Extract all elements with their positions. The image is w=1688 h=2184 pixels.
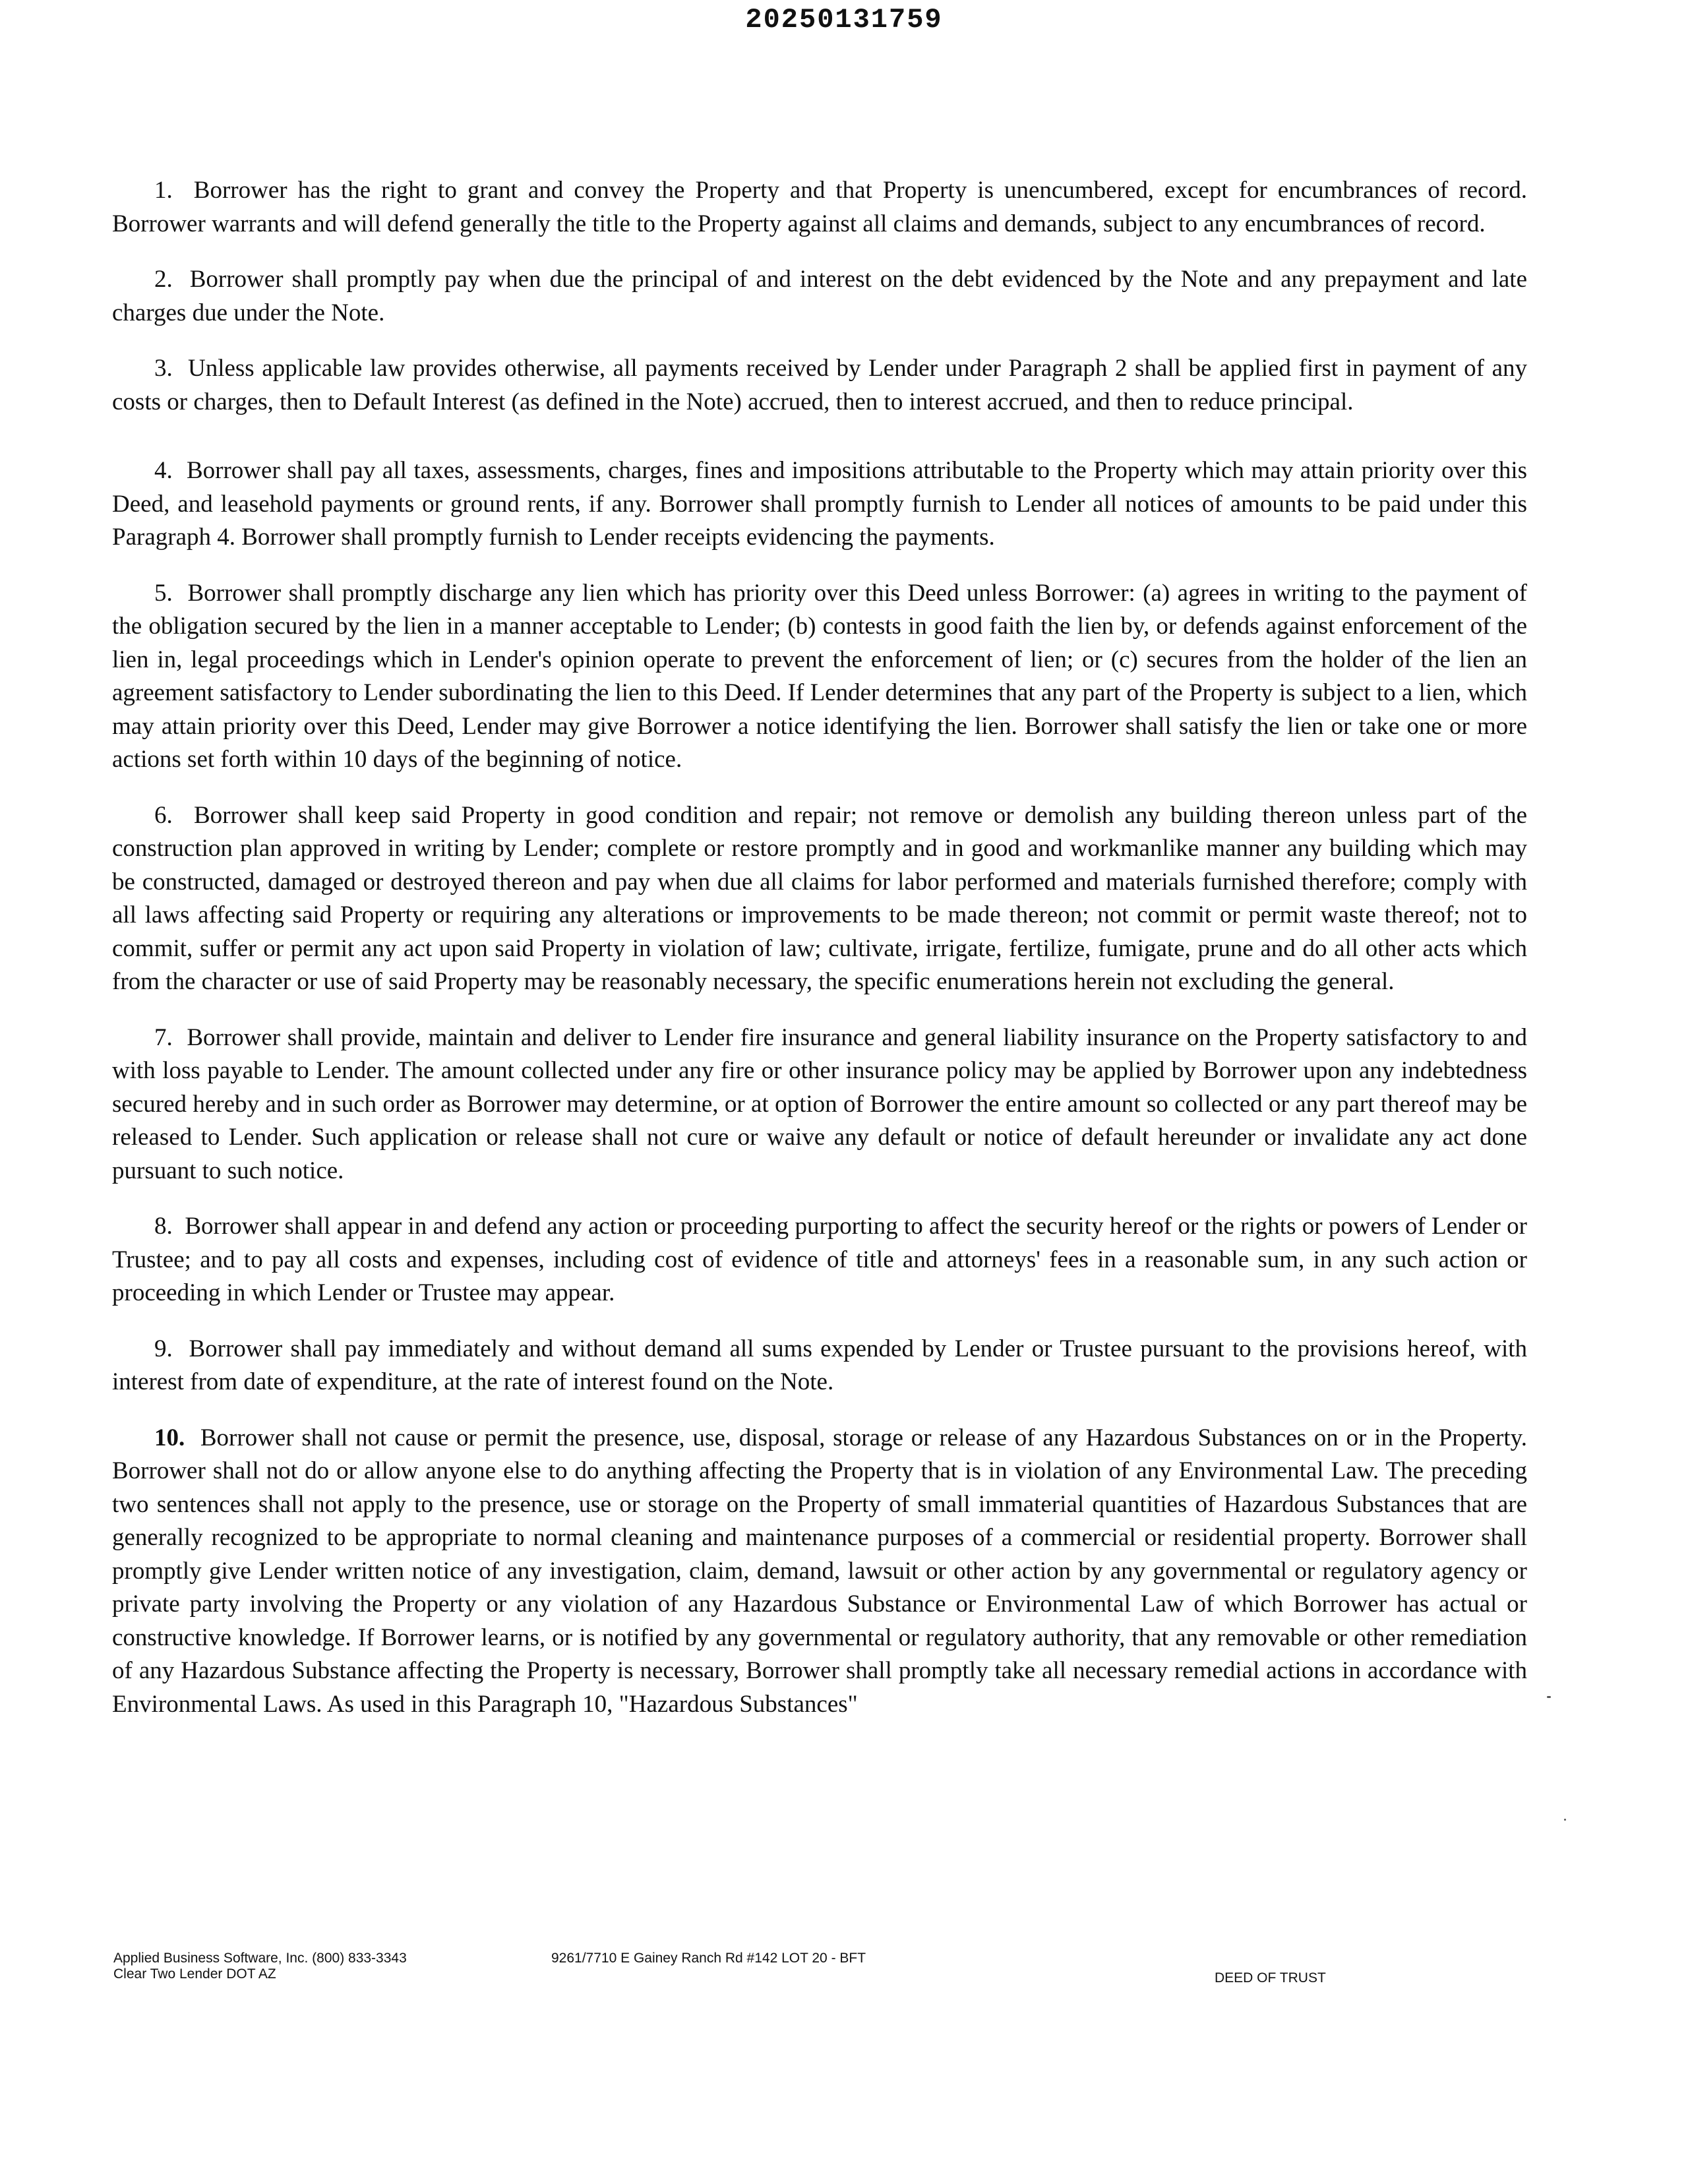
paragraph-number: 7. — [154, 1023, 173, 1051]
document-number: 20250131759 — [745, 4, 943, 36]
paragraph-9 — [112, 1333, 1527, 1399]
paragraph-number: 6. — [154, 801, 173, 829]
paragraph-text: Borrower shall promptly discharge any lien which has priority over this Deed unless Borrower: (a) agrees in writing to the payment of the obligation secured by the lien in a manner acceptable to Lender; (b) contests in good faith the lien by, or defends against enforcement of the lien in, legal proceedings which in Lender's opinion operate to prevent the enforcement of lien; or (c) secures from the holder of the lien an agreement satisfactory to Lender subordinating the lien to this Deed. If Lender determines that any part of the Property is subject to a lien, which may attain priority over this Deed, Lender may give Borrower a notice identifying the lien. Borrower shall satisfy the lien or take one or more actions set forth within 10 days of the beginning of notice. — [112, 579, 1528, 773]
paragraph-8 — [112, 1210, 1527, 1310]
paragraph-text: Unless applicable law provides otherwise, all payments received by Lender under Paragraph 2 shall be applied first in payment of any costs or charges, then to Default Interest (as defined in the Note) accrued, then to interest accrued, and then to reduce principal. — [112, 355, 1528, 415]
footer-property-line: 9261/7710 E Gainey Ranch Rd #142 LOT 20 - BFT — [551, 1951, 866, 1966]
paragraph-text: Borrower shall promptly pay when due the principal of and interest on the debt evidenced by the Note and any prepayment and late charges due under the Note. — [112, 266, 1527, 326]
paragraph-number: 10. — [154, 1424, 185, 1451]
paragraph-3 — [112, 352, 1527, 419]
scan-speck — [1547, 1696, 1551, 1698]
paragraph-6 — [112, 799, 1527, 999]
paragraph-number: 3. — [154, 355, 173, 382]
paragraph-10 — [112, 1422, 1527, 1722]
paragraph-text: Borrower has the right to grant and convey the Property and that Property is unencumbered, except for encumbrances of record. Borrower warrants and will defend generally the title to the Property against all claims and demands, subject to any encumbrances of record. — [112, 177, 1527, 237]
paragraph-text: Borrower shall provide, maintain and deliver to Lender fire insurance and general liability insurance on the Property satisfactory to and with loss payable to Lender. The amount collected under any fire or other insurance policy may be applied by Borrower upon any indebtedness secured hereby and in such order as Borrower may determine, or at option of Borrower the entire amount so collected or any part thereof may be released to Lender. Such application or release shall not cure or waive any default or notice of default hereunder or invalidate any act done pursuant to such notice. — [112, 1023, 1527, 1184]
paragraph-4 — [112, 454, 1527, 555]
paragraph-number: 8. — [154, 1213, 173, 1240]
footer-doc-type: DEED OF TRUST — [1215, 1970, 1326, 1986]
footer-form-line: Clear Two Lender DOT AZ — [113, 1966, 276, 1982]
scan-speck — [1564, 1819, 1566, 1821]
paragraph-text: Borrower shall not cause or permit the presence, use, disposal, storage or release of any Hazardous Substances on or in the Property. Borrower shall not do or allow anyone else to do anything affecting the Property that is in violation of any Environmental Law. The preceding two sentences shall not apply to the presence, use or storage on the Property of small immaterial quantities of Hazardous Substances that are generally recognized to be appropriate to normal cleaning and maintenance purposes of a commercial or residential property. Borrower shall promptly give Lender written notice of any investigation, claim, demand, lawsuit or other action by any governmental or regulatory agency or private party involving the Property or any violation of any Hazardous Substance or Environmental Law of which Borrower has actual or constructive knowledge. If Borrower learns, or is notified by any governmental or regulatory authority, that any removable or other remediation of any Hazardous Substance affecting the Property is necessary, Borrower shall promptly take all necessary remedial actions in accordance with Environmental Laws. As used in this Paragraph 10, "Hazardous Substances" — [112, 1424, 1527, 1718]
footer-vendor-line: Applied Business Software, Inc. (800) 833-3343 — [113, 1951, 407, 1966]
paragraph-number: 4. — [154, 457, 173, 484]
paragraph-5 — [112, 577, 1527, 777]
paragraph-number: 9. — [154, 1335, 173, 1362]
paragraph-7 — [112, 1021, 1527, 1188]
paragraph-text: Borrower shall pay all taxes, assessments, charges, fines and impositions attributable to the Property which may attain priority over this Deed, and leasehold payments or ground rents, if any. Borrower shall promptly furnish to Lender all notices of amounts to be paid under this Paragraph 4. Borrower shall promptly furnish to Lender receipts evidencing the payments. — [112, 457, 1528, 551]
paragraph-text: Borrower shall pay immediately and without demand all sums expended by Lender or Trustee pursuant to the provisions hereof, with interest from date of expenditure, at the rate of interest found on the Note. — [112, 1335, 1528, 1395]
paragraph-text: Borrower shall appear in and defend any action or proceeding purporting to affect the security hereof or the rights or powers of Lender or Trustee; and to pay all costs and expenses, including cost of evidence of title and attorneys' fees in a reasonable sum, in any such action or proceeding in which Lender or Trustee may appear. — [112, 1213, 1527, 1306]
footer-vendor-block — [113, 1951, 407, 1982]
paragraph-number: 1. — [154, 177, 173, 204]
deed-body — [112, 174, 1527, 1744]
paragraph-number: 2. — [154, 266, 173, 293]
paragraph-2 — [112, 263, 1527, 330]
paragraph-number: 5. — [154, 579, 173, 607]
paragraph-text: Borrower shall keep said Property in good condition and repair; not remove or demolish any building thereon unless part of the construction plan approved in writing by Lender; complete or restore promptly and in good and workmanlike manner any building which may be constructed, damaged or destroyed thereon and pay when due all claims for labor performed and materials furnished therefore; comply with all laws affecting said Property or requiring any alterations or improvements to be made thereon; not commit or permit waste thereof; not to commit, suffer or permit any act upon said Property in violation of law; cultivate, irrigate, fertilize, fumigate, prune and do all other acts which from the character or use of said Property may be reasonably necessary, the specific enumerations herein not excluding the general. — [112, 801, 1527, 995]
paragraph-1 — [112, 174, 1527, 241]
